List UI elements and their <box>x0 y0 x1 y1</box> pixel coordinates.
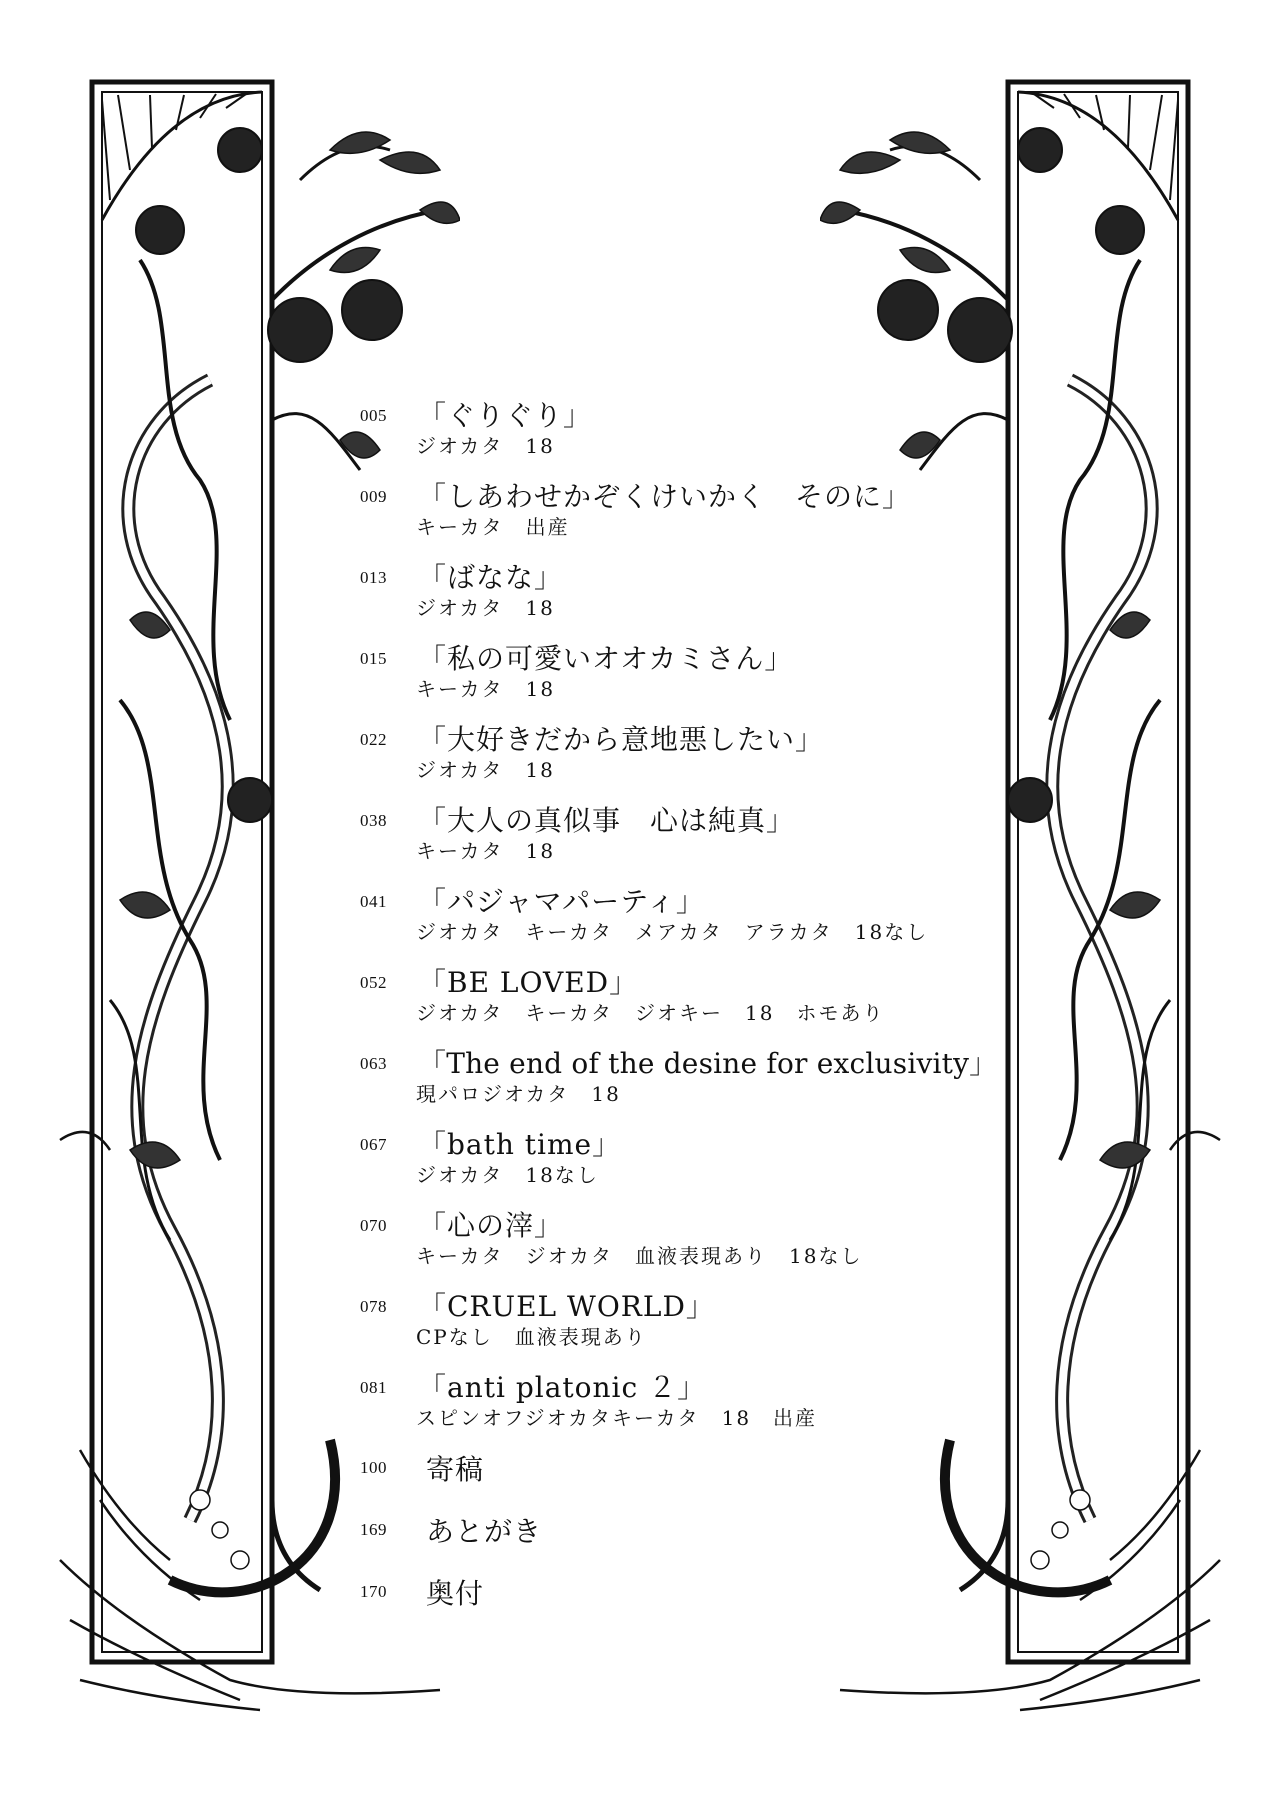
toc-title: 「私の可愛いオオカミさん」 <box>418 642 794 675</box>
toc-title: 「パジャマパーティ」 <box>418 885 705 918</box>
toc-subtitle: キーカタ 出産 <box>416 515 570 539</box>
toc-title: あとがき <box>426 1515 543 1548</box>
toc-page-number: 100 <box>360 1458 387 1477</box>
toc-subtitle: ジオカタ 18 <box>416 758 555 782</box>
toc-page-number: 052 <box>360 973 387 992</box>
toc-page-number: 070 <box>360 1216 387 1235</box>
toc-page-number: 063 <box>360 1054 387 1073</box>
toc-page-number: 013 <box>360 568 387 587</box>
toc-page-number: 022 <box>360 730 387 749</box>
toc-page-number: 078 <box>360 1297 387 1316</box>
toc-title: 「BE LOVED」 <box>418 966 639 999</box>
toc-title: 奥付 <box>426 1577 485 1610</box>
toc-title: 「ばなな」 <box>418 561 564 594</box>
toc-title: 「大人の真似事 心は純真」 <box>418 804 796 837</box>
toc-subtitle: キーカタ ジオカタ 血液表現あり 18なし <box>416 1244 863 1268</box>
toc-title: 「しあわせかぞくけいかく そのに」 <box>418 480 912 513</box>
toc-subtitle: CPなし 血液表現あり <box>416 1325 647 1349</box>
toc-title: 「大好きだから意地悪したい」 <box>418 723 825 756</box>
toc-page-number: 005 <box>360 406 387 425</box>
toc-page-number: 067 <box>360 1135 387 1154</box>
toc-subtitle: ジオカタ キーカタ ジオキー 18 ホモあり <box>416 1001 885 1025</box>
toc-page-number: 169 <box>360 1520 387 1539</box>
toc-subtitle: ジオカタ キーカタ メアカタ アラカタ 18なし <box>416 920 929 944</box>
toc-title: 「bath time」 <box>418 1128 622 1161</box>
toc-title: 「The end of the desine for exclusivity」 <box>418 1047 998 1080</box>
toc-page-number: 015 <box>360 649 387 668</box>
toc-page-number: 009 <box>360 487 387 506</box>
toc-subtitle: スピンオフジオカタキーカタ 18 出産 <box>416 1406 818 1430</box>
toc-title: 「CRUEL WORLD」 <box>418 1290 715 1323</box>
toc-title: 寄稿 <box>426 1453 485 1486</box>
toc-subtitle: キーカタ 18 <box>416 839 556 863</box>
toc-page-number: 170 <box>360 1582 387 1601</box>
toc-subtitle: ジオカタ 18 <box>416 596 555 620</box>
toc-page-number: 041 <box>360 892 387 911</box>
toc-subtitle: 現パロジオカタ 18 <box>416 1082 621 1106</box>
toc-title: 「心の滓」 <box>418 1209 564 1242</box>
toc-page-number: 038 <box>360 811 387 830</box>
toc-subtitle: キーカタ 18 <box>416 677 556 701</box>
toc-subtitle: ジオカタ 18なし <box>416 1163 599 1187</box>
toc-page-number: 081 <box>360 1378 387 1397</box>
toc-title: 「anti platonic ２」 <box>418 1371 707 1404</box>
ornamental-border-right <box>820 0 1280 1795</box>
toc-title: 「ぐりぐり」 <box>418 399 593 432</box>
toc-subtitle: ジオカタ 18 <box>416 434 555 458</box>
